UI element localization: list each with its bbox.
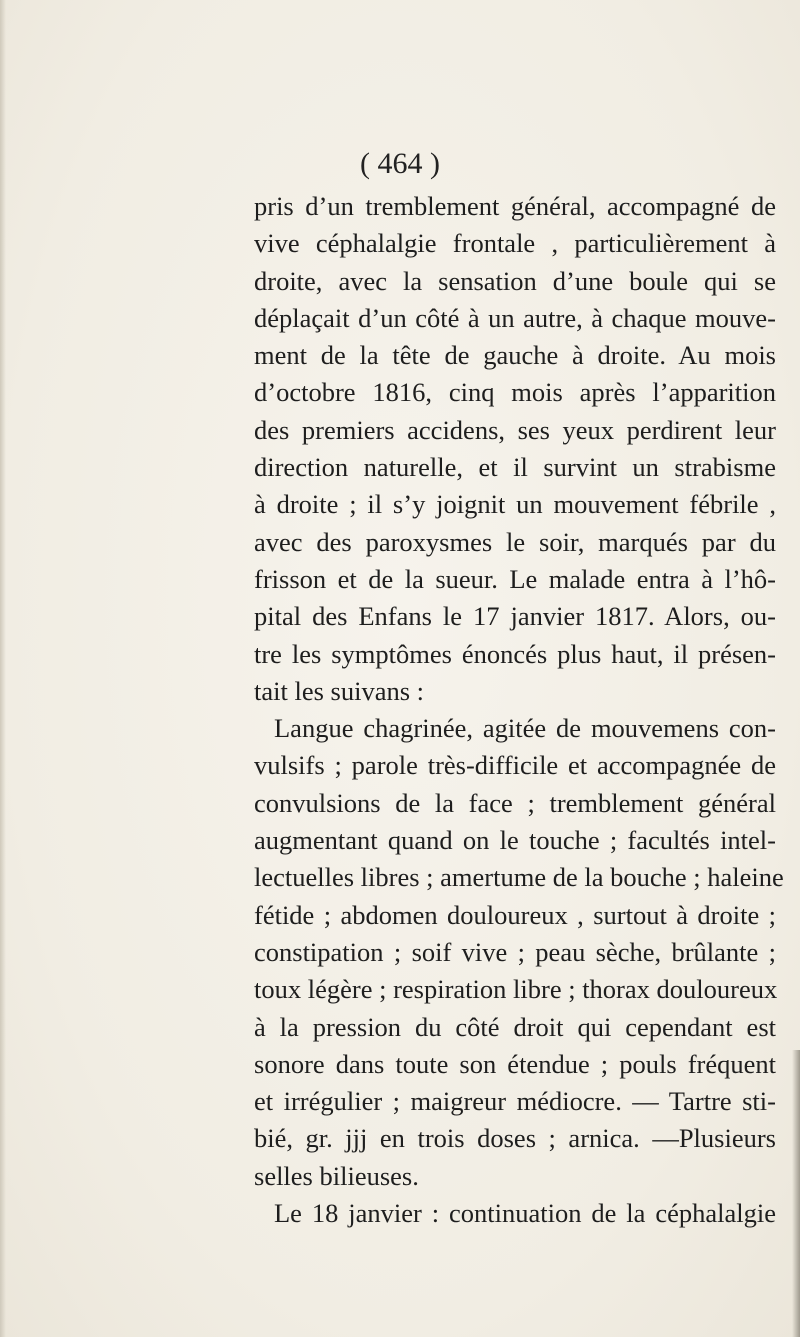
page-left-edge-shadow (0, 0, 6, 1337)
text-line: pital des Enfans le 17 janvier 1817. Alors, ou- (254, 601, 776, 632)
body-text (254, 188, 784, 1232)
text-line: déplaçait d’un côté à un autre, à chaque mouve- (254, 302, 776, 333)
text-line: tait les suivans : (254, 675, 425, 706)
text-line: Le 18 janvier : continuation de la céphalalgie (274, 1198, 776, 1229)
text-line: tre les symptômes énoncés plus haut, il présen- (254, 638, 776, 669)
text-line: droite, avec la sensation d’une boule qui se (254, 265, 776, 296)
text-line: des premiers accidens, ses yeux perdirent leur (254, 414, 776, 445)
text-line: convulsions de la face ; tremblement général (254, 787, 776, 818)
page-right-edge-shadow (792, 1050, 800, 1337)
text-line: constipation ; soif vive ; peau sèche, brûlante ; (254, 936, 776, 967)
text-line: et irrégulier ; maigreur médiocre. — Tartre sti- (254, 1086, 776, 1117)
text-line: d’octobre 1816, cinq mois après l’apparition (254, 377, 776, 408)
text-line: avec des paroxysmes le soir, marqués par du (254, 526, 776, 557)
text-line: à la pression du côté droit qui cependant est (254, 1011, 776, 1042)
text-line: augmentant quand on le touche ; facultés intel- (254, 825, 776, 856)
text-line: vulsifs ; parole très-difficile et accompagnée de (254, 750, 776, 781)
text-line: lectuelles libres ; amertume de la bouche ; haleine (254, 862, 784, 893)
text-line: sonore dans toute son étendue ; pouls fréquent (254, 1048, 776, 1079)
text-line: ment de la tête de gauche à droite. Au mois (254, 340, 776, 371)
text-line: fétide ; abdomen douloureux , surtout à droite ; (254, 899, 776, 930)
text-line: direction naturelle, et il survint un strabisme (254, 452, 776, 483)
text-line: selles bilieuses. (254, 1160, 419, 1191)
text-line: pris d’un tremblement général, accompagné de (254, 191, 776, 221)
text-line: frisson et de la sueur. Le malade entra à l’hô- (254, 563, 776, 594)
text-line: toux légère ; respiration libre ; thorax douloureux (254, 974, 778, 1005)
text-line: vive céphalalgie frontale , particulièrement à (254, 228, 776, 259)
text-line: Langue chagrinée, agitée de mouvemens con- (274, 713, 776, 744)
text-line: à droite ; il s’y joignit un mouvement fébrile , (254, 489, 776, 520)
text-line: bié, gr. jjj en trois doses ; arnica. —Plusieurs (254, 1123, 776, 1154)
page-number: ( 464 ) (360, 147, 440, 180)
